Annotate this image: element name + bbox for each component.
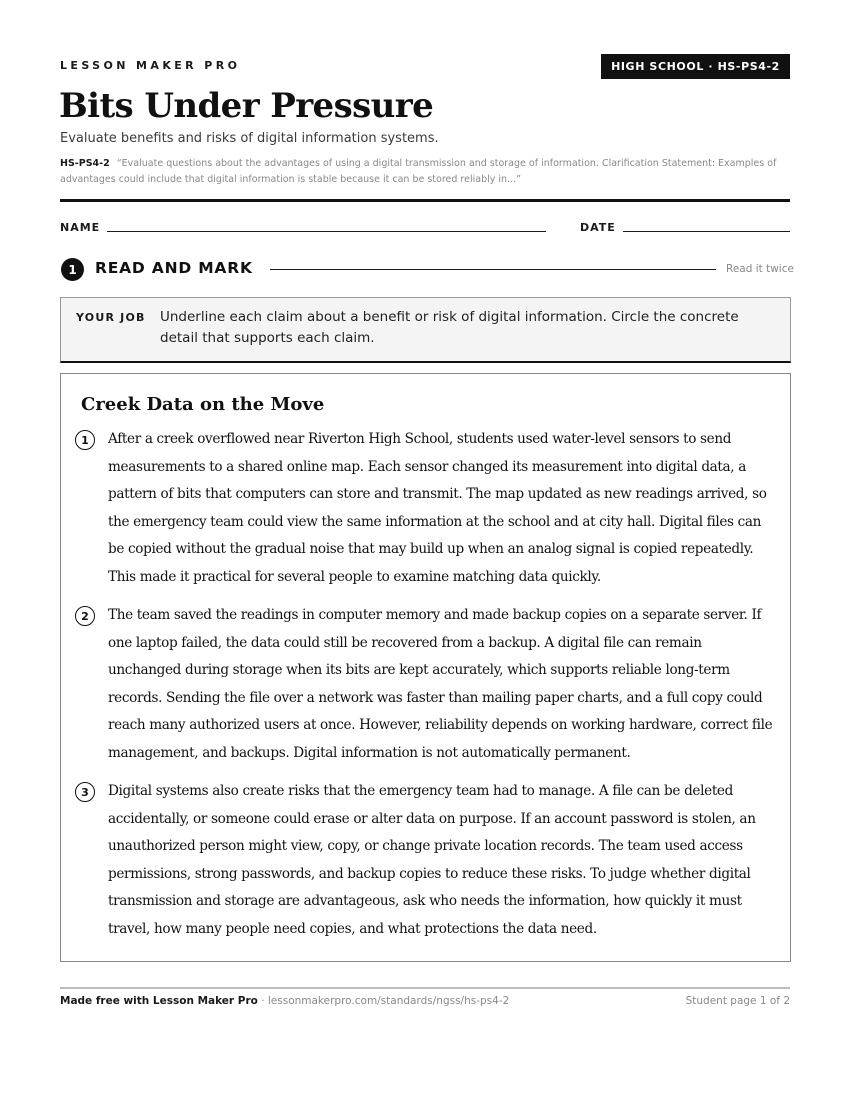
- paragraph-number-2: 2: [75, 606, 95, 626]
- paragraph-3: Digital systems also create risks that the emergency team had to manage. A file can be deleted accidentally, or someone could erase or alter data on purpose. If an account password is stolen, an unauthorized person might view, copy, or change private location records. The team used access permissions, strong passwords, and backup copies to reduce these risks. To judge whether digital transmission and storage are advantageous, ask who needs the information, how quickly it must travel, how many people need copies, and what protections the data need.: [108, 783, 756, 937]
- footer-url[interactable]: · lessonmakerpro.com/standards/ngss/hs-ps4-2: [257, 995, 510, 1007]
- date-label: DATE: [580, 221, 616, 234]
- section-divider: [270, 269, 716, 270]
- paragraph-number-1: 1: [75, 430, 95, 450]
- paragraph-1: After a creek overflowed near Riverton High School, students used water-level sensors to send measurements to a shared online map. Each sensor changed its measurement into digital data, a pattern of bits that computers can store and transmit. The map updated as new readings arrived, so the emergency team could view the same information at the school and at city hall. Digital files can be copied without the gradual noise that may build up when an analog signal is copied repeatedly. This made it practical for several people to examine matching data quickly.: [108, 431, 767, 585]
- grade-standard-badge: HIGH SCHOOL · HS-PS4-2: [601, 54, 790, 79]
- your-job-box: [60, 297, 791, 363]
- footer-page-number: Student page 1 of 2: [685, 995, 790, 1007]
- standard-code: HS-PS4-2: [60, 158, 110, 169]
- paragraph-2: The team saved the readings in computer memory and made backup copies on a separate server. If one laptop failed, the data could still be recovered from a backup. A digital file can remain unchanged during storage when its bits are kept accurately, which supports reliable long-term records. Sending the file over a network was faster than mailing paper charts, and a full copy could reach many authorized users at once. However, reliability depends on working hardware, correct file management, and backups. Digital information is not automatically permanent.: [108, 607, 773, 761]
- your-job-label: YOUR JOB: [76, 311, 146, 324]
- standard-statement: [60, 156, 790, 188]
- date-line[interactable]: [623, 231, 790, 232]
- your-job-text: Underline each claim about a benefit or risk of digital information. Circle the concrete detail that supports each claim.: [160, 309, 739, 346]
- name-line[interactable]: [107, 231, 546, 232]
- worksheet-subtitle: Evaluate benefits and risks of digital information systems.: [60, 131, 439, 146]
- header-divider: [60, 199, 790, 202]
- section-title: READ AND MARK: [95, 259, 253, 277]
- brand-name: LESSON MAKER PRO: [60, 59, 241, 72]
- name-label: NAME: [60, 221, 101, 234]
- footer-divider: [60, 987, 790, 989]
- reading-passage: [60, 373, 791, 962]
- footer-credit: [60, 995, 509, 1007]
- footer-made-with: Made free with Lesson Maker Pro: [60, 995, 258, 1007]
- worksheet-title: Bits Under Pressure: [59, 86, 434, 126]
- paragraph-number-3: 3: [75, 782, 95, 802]
- passage-title: Creek Data on the Move: [81, 394, 325, 415]
- section-number-badge: 1: [61, 258, 84, 281]
- standard-text: “Evaluate questions about the advantages of using a digital transmission and storage of information. Clarification Statement: Examples of advantages could include that digital information is stable because it can be stored reliably in...”: [60, 158, 777, 185]
- section-hint: Read it twice: [726, 263, 794, 275]
